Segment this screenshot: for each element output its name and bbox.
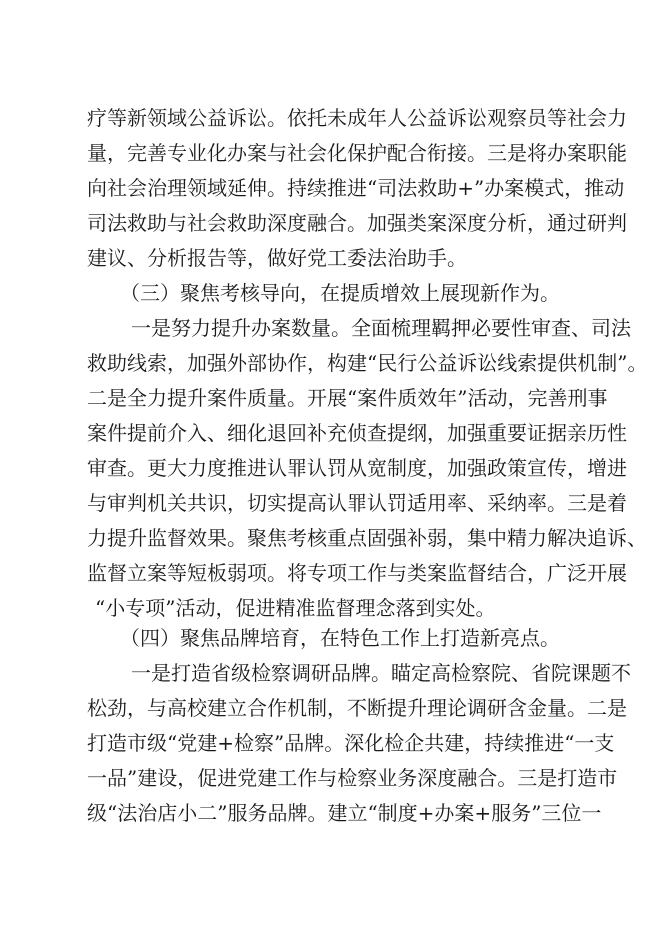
paragraph-line: 一是打造省级检察调研品牌。瞄定高检察院、省院课题不 bbox=[131, 661, 631, 685]
paragraph-line: 级“法治店小二”服务品牌。建立“制度+办案+服务”三位一 bbox=[87, 801, 602, 825]
paragraph-line: 案件提前介入、细化退回补充侦查提纲，加强重要证据亲历性 bbox=[87, 421, 627, 445]
paragraph-line: 与审判机关共识，切实提高认罪认罚适用率、采纳率。三是着 bbox=[87, 491, 627, 515]
paragraph-line: 司法救助与社会救助深度融合。加强类案深度分析，通过研判 bbox=[87, 211, 627, 235]
paragraph-line: 一是努力提升办案数量。全面梳理羁押必要性审查、司法 bbox=[131, 316, 631, 340]
paragraph-line: 审查。更大力度推进认罪认罚从宽制度，加强政策宣传，增进 bbox=[87, 456, 627, 480]
section-heading-4: （四）聚焦品牌培育，在特色工作上打造新亮点。 bbox=[120, 626, 560, 650]
section-heading-3: （三）聚焦考核导向，在提质增效上展现新作为。 bbox=[120, 281, 560, 305]
paragraph-line: 量，完善专业化办案与社会化保护配合衔接。三是将办案职能 bbox=[87, 141, 627, 165]
paragraph-line: “小专项”活动，促进精准监督理念落到实处。 bbox=[95, 596, 496, 620]
paragraph-line: 打造市级“党建+检察”品牌。深化检企共建，持续推进“一支 bbox=[87, 731, 615, 755]
paragraph-line: 救助线索，加强外部协作，构建“民行公益诉讼线索提供机制”。 bbox=[87, 351, 648, 375]
paragraph-line: 一品”建设，促进党建工作与检察业务深度融合。三是打造市 bbox=[87, 766, 618, 790]
paragraph-line: 监督立案等短板弱项。将专项工作与类案监督结合，广泛开展 bbox=[87, 561, 627, 585]
paragraph-line: 松劲，与高校建立合作机制，不断提升理论调研含金量。二是 bbox=[87, 696, 627, 720]
paragraph-line: 力提升监督效果。聚焦考核重点固强补弱，集中精力解决追诉、 bbox=[87, 526, 647, 550]
paragraph-line: 建议、分析报告等，做好党工委法治助手。 bbox=[87, 246, 467, 270]
paragraph-line: 二是全力提升案件质量。开展“案件质效年”活动，完善刑事 bbox=[87, 386, 608, 410]
paragraph-line: 疗等新领域公益诉讼。依托未成年人公益诉讼观察员等社会力 bbox=[87, 106, 627, 130]
paragraph-line: 向社会治理领域延伸。持续推进“司法救助+”办案模式，推动 bbox=[87, 176, 625, 200]
